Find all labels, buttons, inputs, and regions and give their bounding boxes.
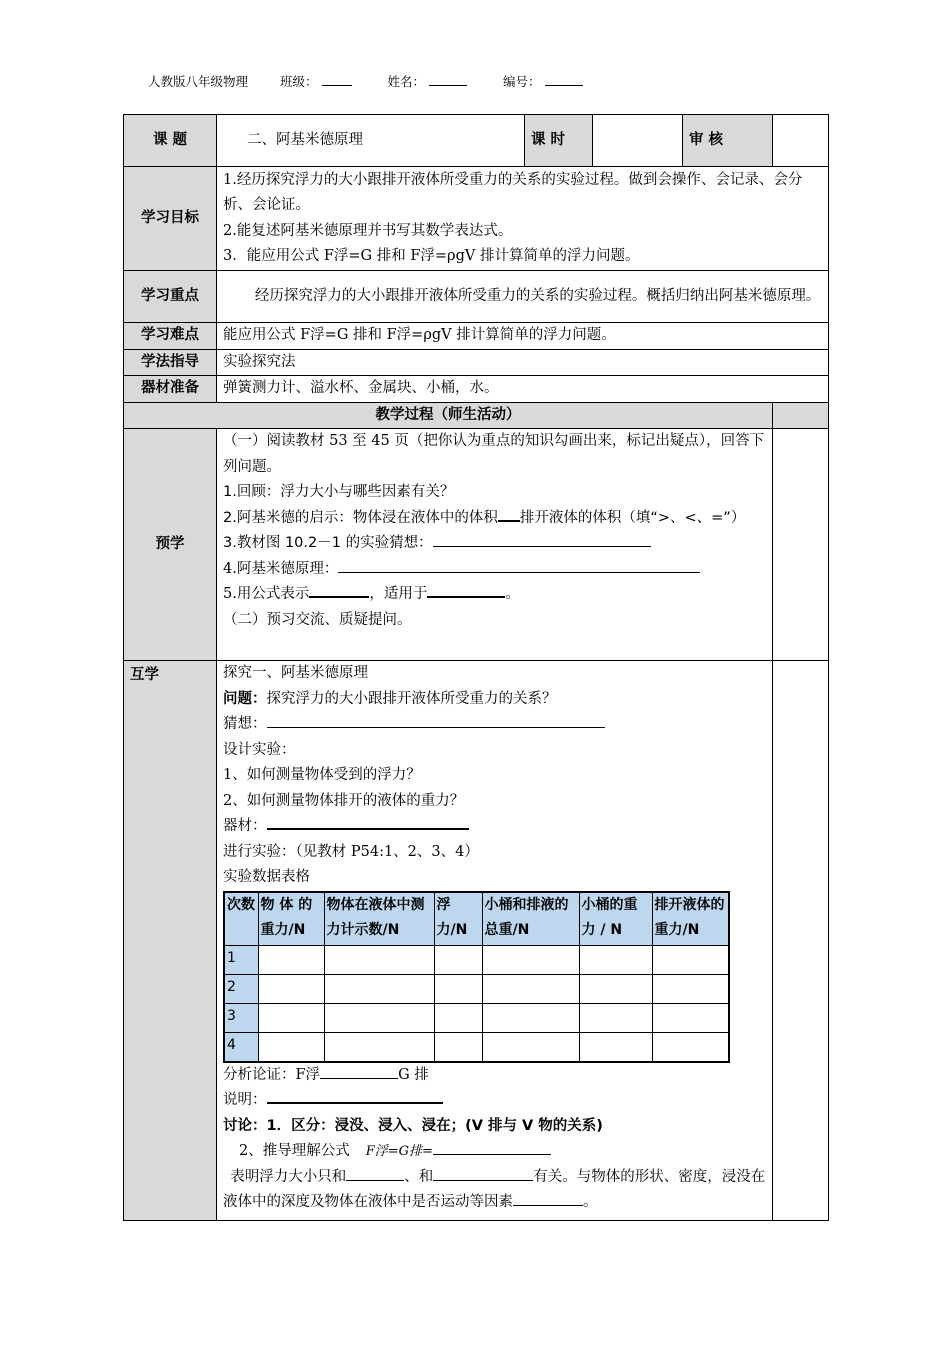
mutual-analysis: 分析论证：F浮 G 排 [223,1063,766,1089]
header-total: 小桶和排液的总重/N [482,892,579,946]
method-row [124,349,829,376]
key-points-label: 学习重点 [124,271,217,323]
goal-line-3: 3．能应用公式 F浮=G 排和 F浮=ρgV 排计算简单的浮力问题。 [223,248,640,264]
preview-part2: （二）预习交流、质疑提问。 [223,611,412,628]
preview-row [124,429,829,661]
key-points-text: 经历探究浮力的大小跟排开液体所受重力的关系的实验过程。概括归纳出阿基米德原理。 [217,271,829,323]
topic-value: 二、阿基米德原理 [217,115,525,167]
mutual-d2: 2、如何测量物体排开的液体的重力？ [223,792,465,809]
mutual-explain: 说明： [223,1088,766,1114]
goal-line-2: 2.能复述阿基米德原理并书写其数学表达式。 [223,222,513,239]
difficulties-text: 能应用公式 F浮=G 排和 F浮=ρgV 排计算简单的浮力问题。 [217,323,829,350]
difficulties-row [124,323,829,350]
header-reading: 物体在液体中测力计示数/N [324,892,434,946]
process-header-row [124,402,829,429]
goals-row [124,167,829,271]
book-title: 人教版八年级物理 [148,74,249,89]
table-row: 2 [224,974,729,1003]
preview-content [217,429,773,661]
number-field: 编号： [503,74,587,89]
method-label: 学法指导 [124,349,217,376]
header-buoyancy: 浮力/N [434,892,482,946]
mutual-materials: 器材： [223,814,766,840]
table-row: 1 [224,945,729,974]
preview-q5: 5.用公式表示 ，适用于 。 [223,582,766,608]
goals-label: 学习目标 [124,167,217,271]
header-count: 次数 [224,892,258,946]
preview-q2: 2.阿基米德的启示：物体浸在液体中的体积 排开液体的体积（填“>、<、=”） [223,506,766,532]
mutual-row [124,661,829,1221]
header-weight: 物 体 的重力/N [258,892,324,946]
preview-q4: 4.阿基米德原理： [223,557,766,583]
header-bucket: 小桶的重力 / N [579,892,652,946]
mutual-guess: 猜想： [223,712,766,738]
mutual-label: 互学 [124,661,217,1221]
preview-q3: 3.教材图 10.2－1 的实验猜想： [223,531,766,557]
mutual-d1: 1、如何测量物体受到的浮力？ [223,767,421,783]
goals-content [217,167,829,271]
topic-label: 课 题 [124,115,217,167]
equipment-label: 器材准备 [124,376,217,403]
table-row: 3 [224,1003,729,1032]
mutual-content [217,661,773,1221]
period-label: 课 时 [525,115,593,167]
mutual-result: 表明浮力大小只和 、和 有关。与物体的形状、密度，浸没在液体中的深度及物体在液体中是否运动等因素 。 [223,1165,766,1216]
meta-row [124,115,829,167]
difficulties-label: 学习难点 [124,323,217,350]
name-field: 姓名： [388,74,472,89]
preview-intro: （一）阅读教材 53 至 45 页（把你认为重点的知识勾画出来，标记出疑点），回答下列问题。 [223,433,765,475]
page-header [148,72,615,90]
table-row: 4 [224,1032,729,1062]
equipment-row [124,376,829,403]
key-points-row [124,271,829,323]
preview-q1: 1.回顾：浮力大小与哪些因素有关？ [223,484,455,500]
class-field: 班级： [280,74,356,89]
mutual-table-title: 实验数据表格 [223,869,310,885]
mutual-inquiry: 探究一、阿基米德原理 [223,665,368,681]
review-value [773,115,829,167]
process-header: 教学过程（师生活动） [124,402,773,429]
mutual-discuss: 讨论：1．区分：浸没、浸入、浸在；(V 排与 V 物的关系) [223,1117,603,1134]
mutual-design: 设计实验： [223,741,296,758]
preview-label: 预学 [124,429,217,661]
equipment-text: 弹簧测力计、溢水杯、金属块、小桶，水。 [217,376,829,403]
period-value [593,115,683,167]
review-label: 审 核 [683,115,773,167]
lesson-plan-table [123,114,829,1221]
mutual-conduct: 进行实验：（见教材 P54:1、2、3、4） [223,843,479,860]
data-table-header [224,892,729,946]
method-text: 实验探究法 [217,349,829,376]
data-table [223,891,730,1063]
mutual-derive: 2、推导理解公式 F浮=G排= [223,1139,766,1165]
mutual-question: 问题：探究浮力的大小跟排开液体所受重力的关系？ [223,690,557,707]
goal-line-1: 1.经历探究浮力的大小跟排开液体所受重力的关系的实验过程。做到会操作、会记录、会分析、会论证。 [223,171,803,213]
header-displaced: 排开液体的重力/N [652,892,729,946]
